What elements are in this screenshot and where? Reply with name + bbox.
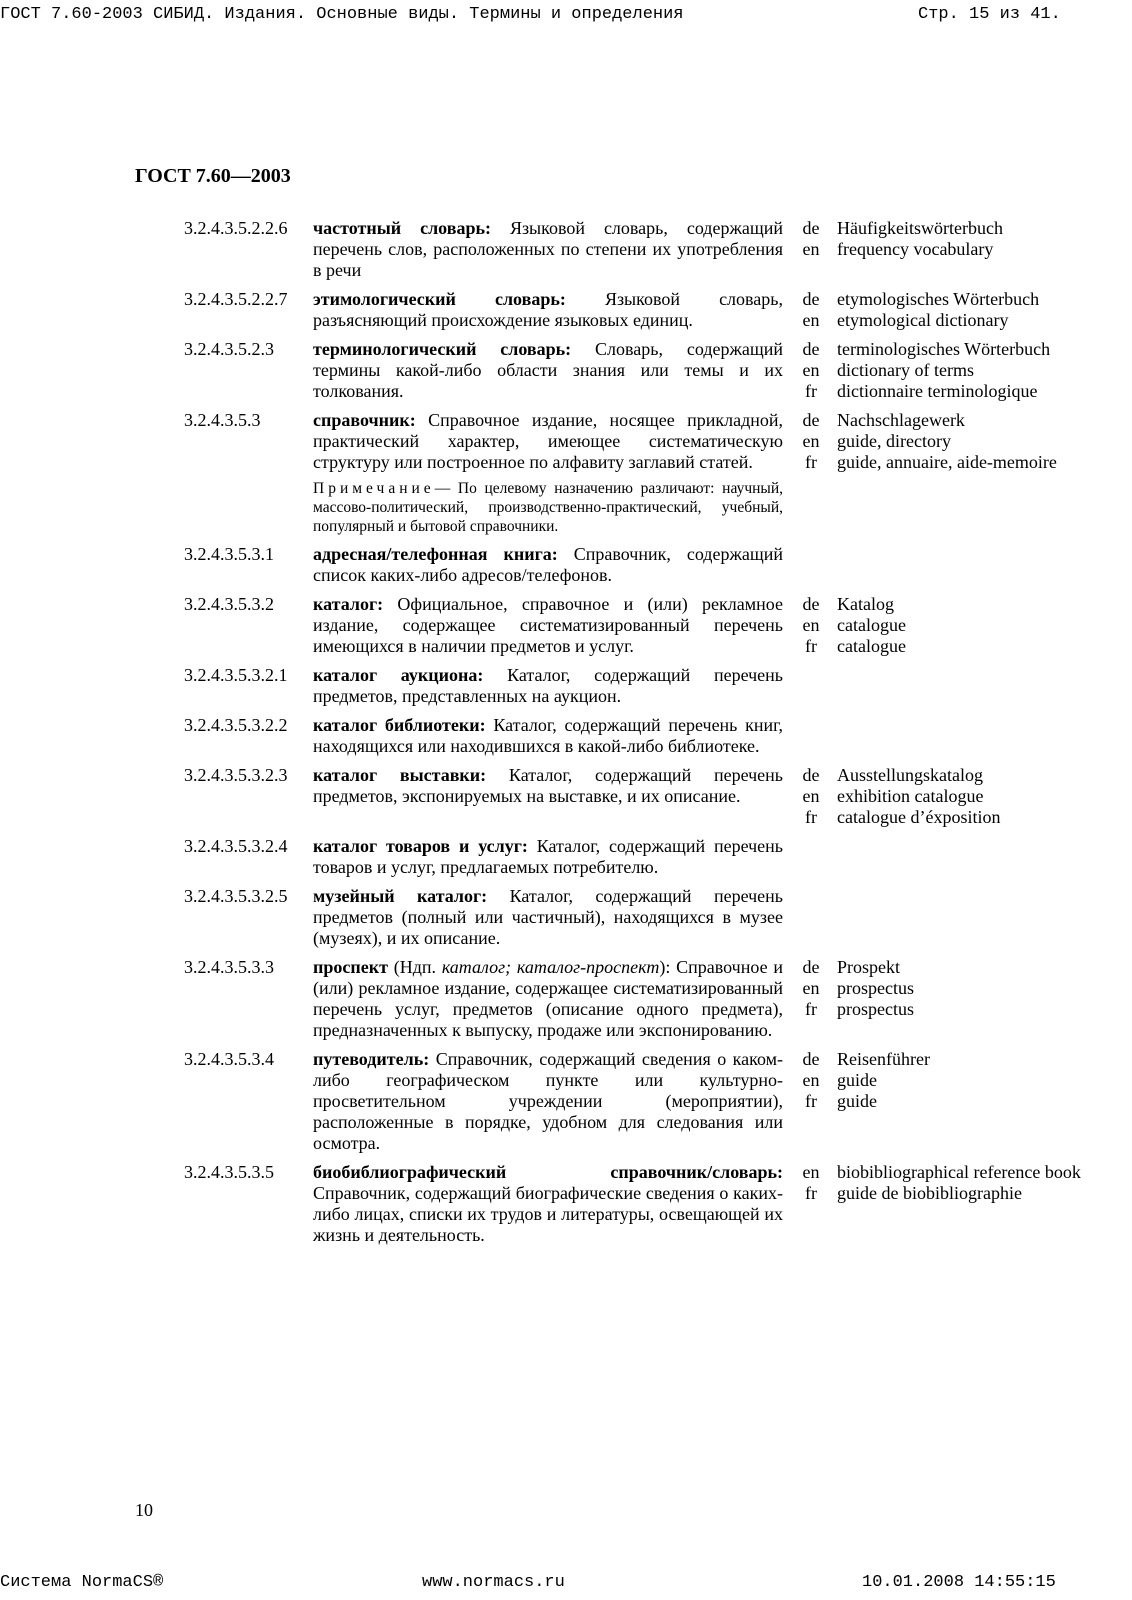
equivalent-term: terminologisches Wörterbuch xyxy=(837,339,1051,359)
term-name: справочник: xyxy=(313,410,416,430)
equivalent-row xyxy=(798,431,1128,452)
equivalent-row xyxy=(798,807,1128,828)
language-code: fr xyxy=(805,1183,817,1203)
equivalent-term: guide de biobibliographie xyxy=(837,1183,1022,1203)
language-code: en xyxy=(802,978,820,998)
definition-paragraph xyxy=(313,1049,783,1154)
definition-paragraph xyxy=(313,715,783,757)
definition-text: Справочное издание, носящее прикладной, практический характер, имеющее систематическую структуру или построенное по алфавиту заглавий статей. xyxy=(313,410,783,472)
equivalent-row xyxy=(798,1162,1128,1183)
term-entry xyxy=(0,410,1132,536)
equivalent-row xyxy=(798,786,1128,807)
language-code: fr xyxy=(805,636,817,656)
foreign-equivalents xyxy=(798,594,1128,657)
definition-paragraph xyxy=(313,886,783,949)
language-code: en xyxy=(802,310,820,330)
term-number: 3.2.4.3.5.3.2.2 xyxy=(184,715,288,735)
language-code: de xyxy=(802,594,820,614)
equivalent-row xyxy=(798,410,1128,431)
foreign-equivalents xyxy=(798,1162,1128,1204)
equivalent-row xyxy=(798,615,1128,636)
term-definition-block xyxy=(313,765,783,828)
equivalent-row xyxy=(798,999,1128,1020)
definition-paragraph xyxy=(313,339,783,402)
definition-paragraph xyxy=(313,218,783,281)
term-definition-block xyxy=(313,836,783,878)
definition-text: Справочник, содержащий биографические сведения о каких-либо лицах, списки их трудов и литературы, освещающей их жизнь и деятельность. xyxy=(313,1183,783,1245)
equivalent-term: guide, annuaire, aide-memoire xyxy=(837,452,1057,472)
equivalent-term: catalogue xyxy=(837,636,906,656)
term-number: 3.2.4.3.5.2.2.6 xyxy=(184,218,288,238)
term-number: 3.2.4.3.5.3.2.5 xyxy=(184,886,288,906)
language-code: en xyxy=(802,431,820,451)
term-name: частотный словарь: xyxy=(313,218,491,238)
term-name: каталог аукциона: xyxy=(313,665,484,685)
equivalent-row xyxy=(798,289,1128,310)
term-name: этимологический словарь: xyxy=(313,289,566,309)
foreign-equivalents xyxy=(798,1049,1128,1112)
term-entry xyxy=(0,765,1132,828)
definition-paragraph xyxy=(313,594,783,657)
definition-text: Каталог, содержащий перечень книг, находящихся или находившихся в какой-либо библиотеке. xyxy=(313,715,783,756)
equivalent-term: frequency vocabulary xyxy=(837,239,994,259)
foreign-equivalents xyxy=(798,957,1128,1020)
language-code: de xyxy=(802,1049,820,1069)
equivalent-row xyxy=(798,239,1128,260)
term-number: 3.2.4.3.5.3.2.1 xyxy=(184,665,288,685)
definition-paragraph xyxy=(313,957,783,1041)
term-definition-block xyxy=(313,665,783,707)
language-code: en xyxy=(802,360,820,380)
equivalent-row xyxy=(798,636,1128,657)
equivalent-row xyxy=(798,1049,1128,1070)
term-entry xyxy=(0,218,1132,281)
language-code: de xyxy=(802,218,820,238)
term-number: 3.2.4.3.5.3.2.4 xyxy=(184,836,288,856)
equivalent-term: Nachschlagewerk xyxy=(837,410,965,430)
equivalent-row xyxy=(798,452,1128,473)
definition-paragraph xyxy=(313,544,783,586)
equivalent-term: dictionnaire terminologique xyxy=(837,381,1038,401)
definition-prefix: (Ндп. xyxy=(393,957,442,977)
equivalent-row xyxy=(798,218,1128,239)
document-header-title: ГОСТ 7.60-2003 СИБИД. Издания. Основные виды. Термины и определения xyxy=(0,5,684,24)
footer-website: www.normacs.ru xyxy=(422,1573,565,1592)
equivalent-row xyxy=(798,1091,1128,1112)
footer-system-name: Система NormaCS® xyxy=(0,1573,164,1592)
term-definition-block xyxy=(313,289,783,331)
equivalent-term: catalogue xyxy=(837,615,906,635)
note-text: — По целевому назначению различают: научный, массово-политический, производственно-практический, учебный, популярный и бытовой справочники. xyxy=(313,480,783,535)
term-entry xyxy=(0,957,1132,1041)
term-number: 3.2.4.3.5.3.3 xyxy=(184,957,274,977)
language-code: fr xyxy=(805,452,817,472)
equivalent-row xyxy=(798,381,1128,402)
term-name: каталог товаров и услуг: xyxy=(313,836,528,856)
definition-text: Каталог, содержащий перечень товаров и услуг, предлагаемых потребителю. xyxy=(313,836,783,877)
term-name: адресная/телефонная книга: xyxy=(313,544,558,564)
term-name: биобиблиографический справочник/словарь: xyxy=(313,1162,783,1182)
definition-text: ): Справочное и (или) рекламное издание, содержащее систематизированный перечень услуг, предметов (описание одного предмета), предназначенных к выпуску, продаже или экспонированию. xyxy=(313,957,783,1040)
note-label: Примечание xyxy=(313,480,435,497)
equivalent-term: prospectus xyxy=(837,999,914,1019)
term-entries-list xyxy=(0,218,1132,1254)
equivalent-term: guide xyxy=(837,1070,877,1090)
equivalent-row xyxy=(798,957,1128,978)
term-entry xyxy=(0,289,1132,331)
equivalent-row xyxy=(798,1183,1128,1204)
equivalent-term: etymologisches Wörterbuch xyxy=(837,289,1040,309)
term-definition-block xyxy=(313,594,783,657)
page-counter: Стр. 15 из 41. xyxy=(918,5,1061,24)
term-definition-block xyxy=(313,1162,783,1246)
term-entry xyxy=(0,715,1132,757)
equivalent-term: Prospekt xyxy=(837,957,900,977)
term-definition-block xyxy=(313,957,783,1041)
language-code: de xyxy=(802,339,820,359)
language-code: en xyxy=(802,615,820,635)
equivalent-term: etymological dictionary xyxy=(837,310,1009,330)
term-number: 3.2.4.3.5.3.5 xyxy=(184,1162,274,1182)
definition-paragraph xyxy=(313,289,783,331)
term-number: 3.2.4.3.5.2.3 xyxy=(184,339,274,359)
definition-text: Справочник, содержащий список каких-либо адресов/телефонов. xyxy=(313,544,784,585)
term-entry xyxy=(0,886,1132,949)
term-definition-block xyxy=(313,544,783,586)
term-entry xyxy=(0,594,1132,657)
language-code: fr xyxy=(805,807,817,827)
term-name: музейный каталог: xyxy=(313,886,488,906)
equivalent-term: Häufigkeitswörterbuch xyxy=(837,218,1003,238)
definition-text: Каталог, содержащий перечень предметов (полный или частичный), находящихся в музее (музеях), и их описание. xyxy=(313,886,784,948)
language-code: fr xyxy=(805,999,817,1019)
language-code: de xyxy=(802,289,820,309)
definition-text: Языковой словарь, разъясняющий происхождение языковых единиц. xyxy=(313,289,783,330)
term-number: 3.2.4.3.5.3.2.3 xyxy=(184,765,288,785)
equivalent-row xyxy=(798,594,1128,615)
term-number: 3.2.4.3.5.3.2 xyxy=(184,594,274,614)
language-code: fr xyxy=(805,381,817,401)
definition-text: Каталог, содержащий перечень предметов, представленных на аукцион. xyxy=(313,665,783,706)
term-definition-block xyxy=(313,886,783,949)
foreign-equivalents xyxy=(798,289,1128,331)
definition-text: Каталог, содержащий перечень предметов, экспонируемых на выставке, и их описание. xyxy=(313,765,783,806)
term-definition-block xyxy=(313,339,783,402)
equivalent-term: biobibliographical reference book xyxy=(837,1162,1081,1182)
language-code: en xyxy=(802,1162,820,1182)
definition-paragraph xyxy=(313,836,783,878)
equivalent-row xyxy=(798,765,1128,786)
equivalent-term: guide xyxy=(837,1091,877,1111)
language-code: de xyxy=(802,957,820,977)
definition-paragraph xyxy=(313,1162,783,1246)
term-name: терминологический словарь: xyxy=(313,339,572,359)
term-entry xyxy=(0,1162,1132,1246)
language-code: de xyxy=(802,410,820,430)
equivalent-term: catalogue d’éxposition xyxy=(837,807,1001,827)
foreign-equivalents xyxy=(798,765,1128,828)
term-name: проспект xyxy=(313,957,388,977)
equivalent-term: dictionary of terms xyxy=(837,360,974,380)
term-number: 3.2.4.3.5.2.2.7 xyxy=(184,289,288,309)
deprecated-terms: каталог; каталог-проспект xyxy=(441,957,660,977)
term-definition-block xyxy=(313,1049,783,1154)
term-entry xyxy=(0,544,1132,586)
document-code: ГОСТ 7.60—2003 xyxy=(135,165,291,187)
language-code: en xyxy=(802,1070,820,1090)
definition-text: Справочник, содержащий сведения о каком-либо географическом пункте или культурно-просветительном учреждении (мероприятии), расположенные в порядке, удобном для следования или осмотра. xyxy=(313,1049,784,1153)
foreign-equivalents xyxy=(798,339,1128,402)
definition-text: Словарь, содержащий термины какой-либо области знания или темы и их толкования. xyxy=(313,339,784,401)
term-number: 3.2.4.3.5.3 xyxy=(184,410,261,430)
page-number: 10 xyxy=(135,1500,153,1520)
term-number: 3.2.4.3.5.3.1 xyxy=(184,544,274,564)
definition-paragraph xyxy=(313,765,783,807)
term-number: 3.2.4.3.5.3.4 xyxy=(184,1049,274,1069)
equivalent-term: Katalog xyxy=(837,594,894,614)
term-entry xyxy=(0,836,1132,878)
definition-text: Официальное, справочное и (или) рекламное издание, содержащее систематизированный перечень имеющихся в наличии предметов и услуг. xyxy=(313,594,783,656)
term-entry xyxy=(0,339,1132,402)
equivalent-term: prospectus xyxy=(837,978,914,998)
term-name: каталог выставки: xyxy=(313,765,487,785)
language-code: de xyxy=(802,765,820,785)
term-name: каталог: xyxy=(313,594,384,614)
equivalent-row xyxy=(798,360,1128,381)
term-definition-block xyxy=(313,410,783,536)
equivalent-row xyxy=(798,339,1128,360)
equivalent-term: Ausstellungskatalog xyxy=(837,765,983,785)
equivalent-term: exhibition catalogue xyxy=(837,786,984,806)
definition-text: Языковой словарь, содержащий перечень слов, расположенных по степени их употребления в речи xyxy=(313,218,783,280)
term-name: каталог библиотеки: xyxy=(313,715,486,735)
equivalent-term: Reisenführer xyxy=(837,1049,930,1069)
term-entry xyxy=(0,1049,1132,1154)
foreign-equivalents xyxy=(798,410,1128,473)
definition-paragraph xyxy=(313,665,783,707)
equivalent-row xyxy=(798,1070,1128,1091)
footer-datetime: 10.01.2008 14:55:15 xyxy=(862,1573,1056,1592)
term-entry xyxy=(0,665,1132,707)
term-definition-block xyxy=(313,218,783,281)
language-code: en xyxy=(802,239,820,259)
term-name: путеводитель: xyxy=(313,1049,430,1069)
language-code: fr xyxy=(805,1091,817,1111)
equivalent-term: guide, directory xyxy=(837,431,951,451)
note-paragraph xyxy=(313,479,783,536)
definition-paragraph xyxy=(313,410,783,473)
term-definition-block xyxy=(313,715,783,757)
foreign-equivalents xyxy=(798,218,1128,260)
language-code: en xyxy=(802,786,820,806)
equivalent-row xyxy=(798,310,1128,331)
equivalent-row xyxy=(798,978,1128,999)
